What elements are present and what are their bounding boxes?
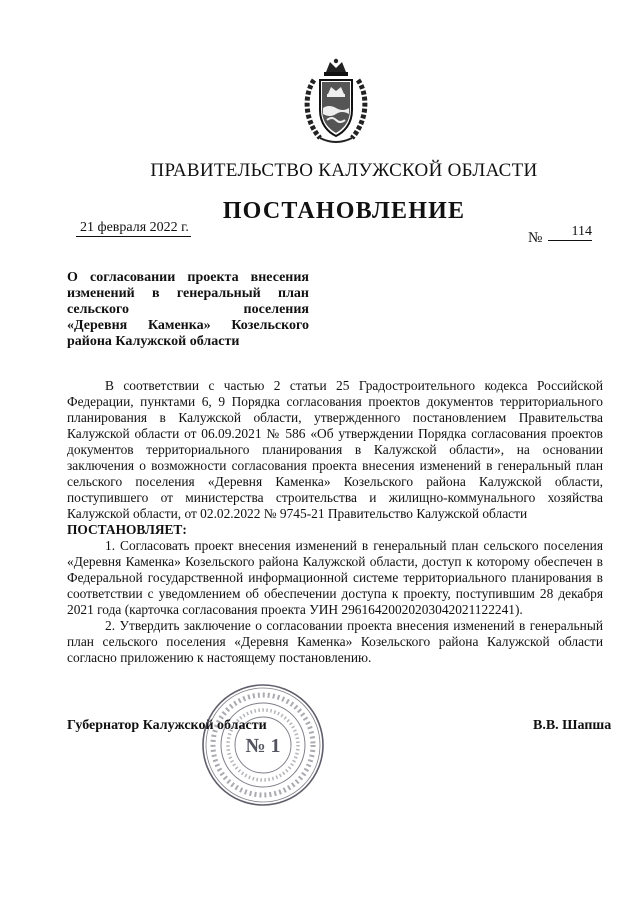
official-seal-icon [200, 682, 326, 808]
decree-item-1: 1. Согласовать проект внесения изменений в генеральный план сельского поселения «Деревня Каменка» Козельского района Калужской области, доступ к которому обеспечен в Федеральной государственной информационной системе территориального планирования в соответствии с уведомлением об обеспечении доступа к проекту, поступившим 28 декабря 2021 года (карточка согласования проекта УИН 29616420020203042021122241). [67, 538, 603, 617]
subject-line: района Калужской области [67, 334, 240, 349]
decree-item-2: 2. Утвердить заключение о согласовании проекта внесения изменений в генеральный план сельского поселения «Деревня Каменка» Козельского района Калужской области согласно приложению к настоящему постановлению. [67, 618, 603, 665]
document-subject [67, 270, 309, 350]
document-number: 114 [548, 224, 592, 241]
signatory-name: В.В. Шапша [533, 718, 612, 733]
document-type-title: ПОСТАНОВЛЕНИЕ [222, 198, 466, 224]
government-title: ПРАВИТЕЛЬСТВО КАЛУЖСКОЙ ОБЛАСТИ [150, 160, 538, 181]
subject-line: сельского поселения [67, 302, 309, 317]
preamble-paragraph: В соответствии с частью 2 статьи 25 Градостроительного кодекса Российской Федерации, пунктами 6, 9 Порядка согласования проектов документов территориального планирования в Калужской области, утвержденного постановлением Правительства Калужской области от 06.09.2021 № 586 «Об утверждении Порядка согласования проектов документов территориального планирования в Калужской области», на основании заключения о возможности согласования проекта внесения изменений в генеральный план сельского поселения «Деревня Каменка» Козельского района Калужской области, поступившего от министерства строительства и жилищно-коммунального хозяйства Калужской области, от 02.02.2022 № 9745-21 Правительство Калужской области [67, 378, 603, 521]
subject-line: изменений в генеральный план [67, 286, 309, 301]
subject-line: «Деревня Каменка» Козельского [67, 318, 309, 333]
decree-heading: ПОСТАНОВЛЯЕТ: [67, 522, 187, 537]
kaluga-coat-of-arms-icon [300, 58, 372, 146]
document-number-label: № [528, 230, 543, 246]
document-body [67, 378, 603, 666]
document-date: 21 февраля 2022 г. [76, 220, 191, 237]
subject-line: О согласовании проекта внесения [67, 270, 309, 285]
signatory-position: Губернатор Калужской области [67, 718, 267, 733]
seal-number: № 1 [245, 735, 281, 757]
